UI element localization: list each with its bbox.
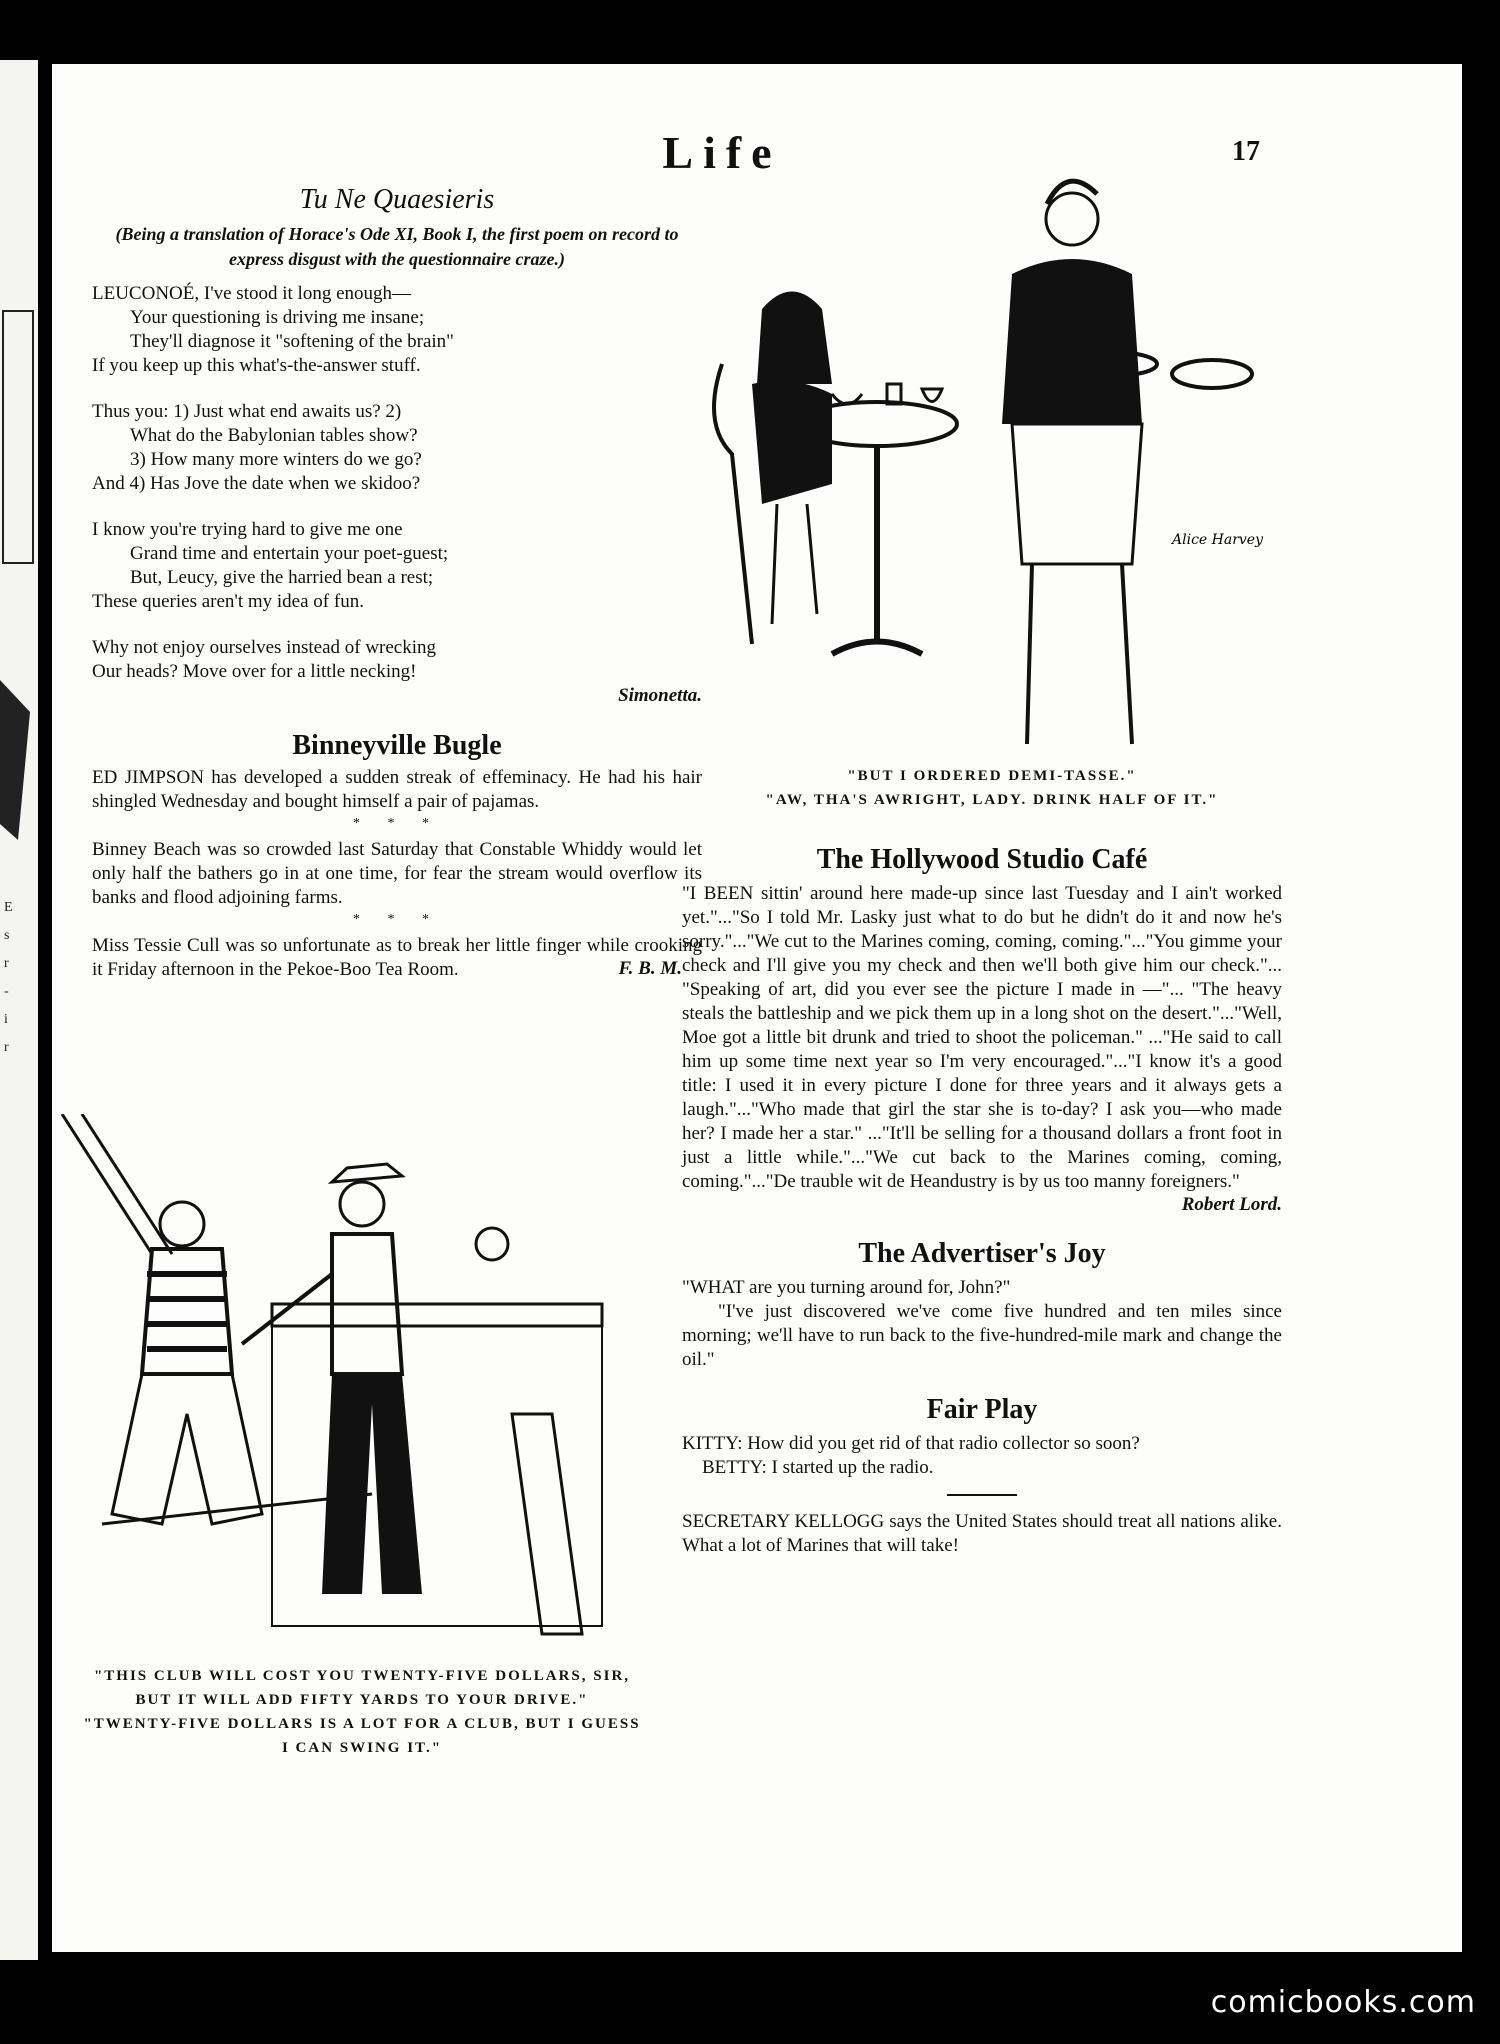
fair-play-title: Fair Play xyxy=(926,1394,1038,1425)
poem-line: Why not enjoy ourselves instead of wrecking xyxy=(92,637,437,658)
bugle-stars: * * * xyxy=(353,912,441,927)
fair-play-section xyxy=(682,1394,1282,1480)
bugle-item: ED JIMPSON has developed a sudden streak of effeminacy. He had his hair shingled Wednesday and bought himself a pair of pajamas. xyxy=(92,767,702,812)
kellogg-paragraph: SECRETARY KELLOGG says the United States should treat all nations alike. What a lot of Marines that will take! xyxy=(682,1511,1282,1556)
hollywood-signature: Robert Lord. xyxy=(1181,1194,1282,1215)
fair-play-kitty xyxy=(682,1432,1282,1456)
poem-line: What do the Babylonian tables show? xyxy=(130,425,418,446)
golf-cartoon-illustration xyxy=(42,1114,662,1664)
advertiser-section xyxy=(682,1238,1282,1372)
clerk-arm xyxy=(242,1274,332,1344)
waiter-jacket xyxy=(1002,259,1142,424)
cup-icon xyxy=(922,389,942,402)
advertiser-line: "I've just discovered we've come five hundred and ten miles since morning; we'll have to run back to the five-hundred-mile mark and change the oil." xyxy=(682,1301,1282,1370)
waiter-legs xyxy=(1027,564,1132,744)
cafe-chair xyxy=(714,364,752,644)
poem-line: Grand time and entertain your poet-guest; xyxy=(130,543,449,564)
woman-veil xyxy=(757,292,832,385)
poem-subtitle: (Being a translation of Horace's Ode XI, Book I, the first poem on record to express disgust with the questionnaire craze.) xyxy=(115,224,679,269)
advertiser-title: The Advertiser's Joy xyxy=(858,1238,1106,1269)
magazine-page xyxy=(52,64,1462,1952)
clerk-trousers xyxy=(322,1374,422,1594)
woman-legs xyxy=(772,504,817,624)
poem-line: If you keep up this what's-the-answer stuff. xyxy=(92,355,421,376)
cafe-cartoon-caption xyxy=(692,764,1292,812)
left-column xyxy=(92,184,702,980)
previous-page-box xyxy=(2,310,34,564)
golf-bag xyxy=(512,1414,582,1634)
prev-fragment: r xyxy=(4,956,9,971)
section-divider xyxy=(947,1494,1017,1496)
poem-line: These queries aren't my idea of fun. xyxy=(92,591,364,612)
poem-line: Your questioning is driving me insane; xyxy=(130,307,425,328)
sweater-stripes xyxy=(147,1274,227,1349)
background-figure-head xyxy=(476,1228,508,1260)
previous-page-illustration xyxy=(0,680,30,840)
clerk-hat xyxy=(332,1164,402,1182)
page-number: 17 xyxy=(1232,136,1260,167)
customer-plus-fours xyxy=(112,1374,262,1524)
caption-line: I CAN SWING IT." xyxy=(281,1740,443,1756)
prev-fragment: s xyxy=(4,928,10,943)
poem-line: Our heads? Move over for a little necking! xyxy=(92,661,417,682)
prev-fragment: i xyxy=(4,1012,8,1027)
prev-fragment: r xyxy=(4,1040,9,1055)
poem-line: And 4) Has Jove the date when we skidoo? xyxy=(92,473,421,494)
hollywood-title: The Hollywood Studio Café xyxy=(816,844,1148,875)
shop-counter xyxy=(272,1304,602,1326)
caption-line: "AW, THA'S AWRIGHT, LADY. DRINK HALF OF IT." xyxy=(765,792,1219,808)
poem-title: Tu Ne Quaesieris xyxy=(299,184,495,215)
bugle-item: Binney Beach was so crowded last Saturday that Constable Whiddy would let only half the bathers go in at one time, for fear the stream would overflow its banks and flood adjoining farms. xyxy=(92,839,702,908)
poem-line: LEUCONOÉ, I've stood it long enough— xyxy=(92,283,412,304)
bugle-item: Miss Tessie Cull was so unfortunate as to break her little finger while crooking it Friday afternoon in the Pekoe-Boo Tea Room. xyxy=(92,935,702,980)
bugle-stars: * * * xyxy=(353,816,441,831)
golf-cartoon-caption xyxy=(62,1664,662,1760)
advertiser-line: "WHAT are you turning around for, John?" xyxy=(682,1277,1011,1298)
poem-line: 3) How many more winters do we go? xyxy=(130,449,422,470)
waiter-apron xyxy=(1012,424,1142,564)
caption-line: BUT IT WILL ADD FIFTY YARDS TO YOUR DRIVE." xyxy=(135,1692,589,1708)
bugle-section xyxy=(92,730,702,980)
watermark: comicbooks.com xyxy=(1210,1985,1476,2020)
shop-counter-front xyxy=(272,1326,602,1626)
window-frame xyxy=(62,1114,152,1254)
bugle-signature: F. B. M. xyxy=(618,958,682,979)
prev-fragment: E xyxy=(4,900,13,915)
poem-stanza xyxy=(92,518,702,614)
right-column xyxy=(682,844,1282,1558)
poem-stanza xyxy=(92,636,702,684)
caption-line: "TWENTY-FIVE DOLLARS IS A LOT FOR A CLUB, BUT I GUESS xyxy=(83,1716,641,1732)
waiter-tray xyxy=(1172,360,1252,388)
prev-fragment: - xyxy=(4,984,9,999)
window-frame xyxy=(82,1114,172,1254)
customer-head xyxy=(160,1202,204,1246)
artist-signature: Alice Harvey xyxy=(1172,532,1263,548)
dialogue-line: How did you get rid of that radio collector so soon? xyxy=(747,1433,1140,1454)
fair-play-betty xyxy=(682,1456,1282,1480)
waiter-head xyxy=(1046,193,1098,245)
poem-signature: Simonetta. xyxy=(618,685,702,706)
caption-line: "BUT I ORDERED DEMI-TASSE." xyxy=(847,768,1137,784)
dialogue-line: I started up the radio. xyxy=(771,1457,934,1478)
clerk-head xyxy=(340,1182,384,1226)
poem-stanza xyxy=(92,282,702,378)
poem-line: Thus you: 1) Just what end awaits us? 2) xyxy=(92,401,402,422)
cafe-cartoon-illustration xyxy=(682,124,1282,784)
hollywood-body: "I BEEN sittin' around here made-up since last Tuesday and I ain't worked yet."..."So I told Mr. Lasky just what to do but he didn't do it and now he's sorry."..."We cut to the Marines coming, coming, coming."..."You gimme your check and I'll give you my check and then we'll both give him our check."... "Speaking of art, did you ever see the picture I made in —"... "The heavy steals the battleship and we pick them up in a long shot on the desert."..."Well, Moe got a little bit drunk and tried to shoot the policeman." ..."He said to call him up some time next year so I'm very encouraged."..."I know it's a good title: I used it in every picture I done for three years and it always gets a laugh."..."Who made that girl the star she is to-day? I ask you—who made her? I made her a star." ..."It'll be selling for a thousand dollars a front foot in just a little while."..."We cut back to the Marines coming, coming, coming."..."De trauble wit de Heandustry is by us too manny foreigners." xyxy=(682,883,1282,1192)
speaker-label: BETTY: xyxy=(702,1457,767,1478)
caption-line: "THIS CLUB WILL COST YOU TWENTY-FIVE DOLLARS, SIR, xyxy=(93,1668,631,1684)
speaker-label: KITTY: xyxy=(682,1433,743,1454)
cafe-table-base xyxy=(832,642,922,655)
woman-dress xyxy=(752,381,832,504)
masthead: Life xyxy=(662,127,782,178)
previous-page-edge xyxy=(0,60,38,1960)
poem-line: They'll diagnose it "softening of the brain" xyxy=(130,331,454,352)
poem-line: But, Leucy, give the harried bean a rest; xyxy=(130,567,434,588)
poem-body xyxy=(92,282,702,708)
poem-line: I know you're trying hard to give me one xyxy=(92,519,403,540)
customer-sweater xyxy=(142,1249,232,1374)
bugle-title: Binneyville Bugle xyxy=(292,730,502,761)
poem-stanza xyxy=(92,400,702,496)
